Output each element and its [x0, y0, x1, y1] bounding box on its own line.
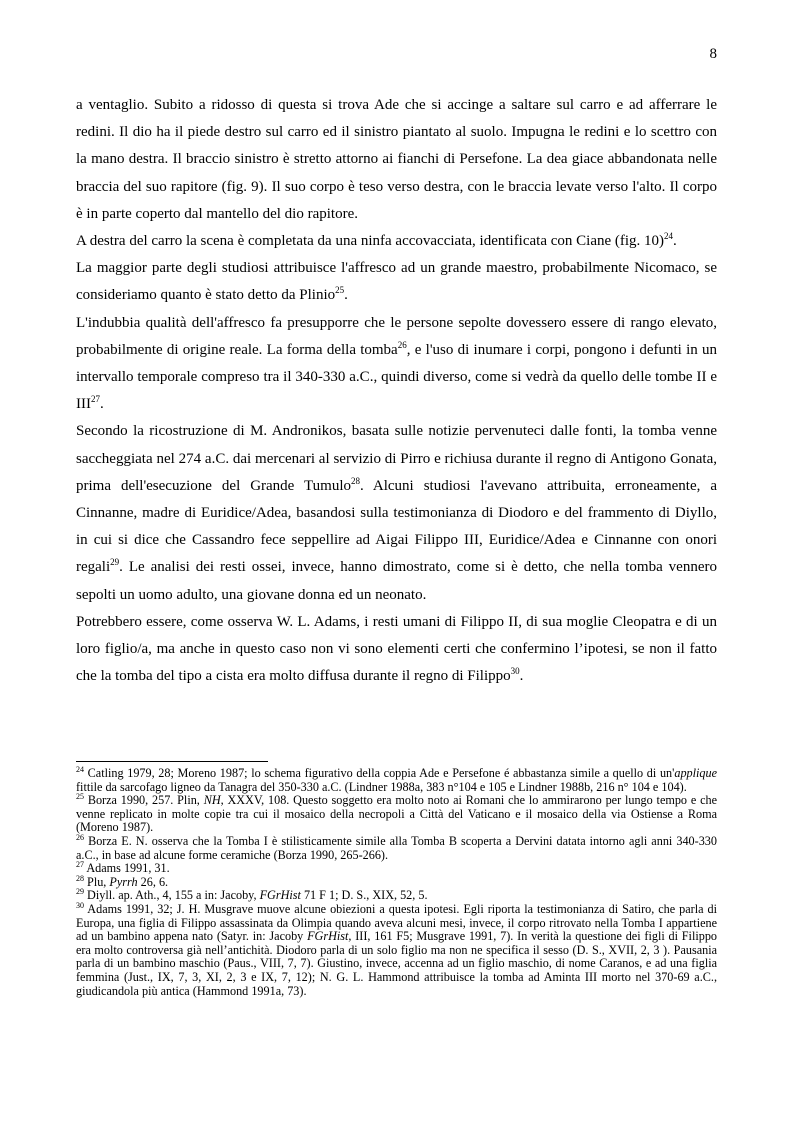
footnote-italic: FGrHist, — [307, 929, 352, 944]
paragraph-2 — [76, 228, 717, 255]
paragraph-text: . — [519, 668, 524, 685]
footnote-text: Borza E. N. osserva che la Tomba I è stilisticamente simile alla Tomba B scoperta a Dervini datata intorno agli anni 340-330 a.C., in base ad alcune forme ceramiche (Borza 1990, 265-266). — [76, 833, 717, 862]
footnote-ref-29[interactable]: 29 — [110, 557, 120, 568]
paragraph-text: . — [100, 396, 104, 413]
paragraph-4 — [76, 310, 717, 419]
footnote-ref-24[interactable]: 24 — [664, 231, 674, 242]
footnote-number: 25 — [76, 792, 84, 802]
paragraph-text: a ventaglio. Subito a ridosso di questa si trova Ade che si accinge a saltare sul carro e ad afferrare le redini. Il dio ha il piede destro sul carro ed il sinistro piantato al suolo. Impugna le redini e lo scettro con la mano destra. Il braccio sinistro è stretto attorno ai fianchi di Persefone. La dea giace abbandonata nelle braccia del suo rapitore (fig. 9). Il suo corpo è teso verso destra, con le braccia levate verso l'alto. Il corpo è in parte coperto dal mantello del dio rapitore. — [76, 97, 717, 222]
footnote-29 — [76, 889, 717, 903]
paragraph-text: . — [673, 233, 677, 250]
page-number: 8 — [709, 46, 717, 62]
footnotes — [76, 764, 718, 998]
paragraph-6 — [76, 609, 717, 691]
footnote-25 — [76, 794, 717, 835]
body-text — [76, 92, 717, 690]
footnote-italic: NH, — [203, 793, 224, 808]
paragraph-text: , e l'uso di inumare i corpi, pongono i defunti in un intervallo temporale compreso tra il 340-330 a.C., quindi diverso, come si vedrà da quello delle tombe II e III — [76, 341, 717, 413]
footnote-text: XXXV, 108. Questo soggetto era molto noto ai Romani che lo ammirarono per lungo tempo e che venne replicato in molte copie tra cui il mosaico della necropoli a Città del Vaticano e il mosaico della via Ostiense a Roma (Moreno 1987). — [76, 793, 717, 835]
footnote-ref-25[interactable]: 25 — [335, 285, 345, 296]
paragraph-text: L'indubbia qualità dell'affresco fa presupporre che le persone sepolte dovessero essere di rango elevato, probabilmente di origine reale. La forma della tomba — [76, 314, 717, 358]
paragraph-3 — [76, 255, 717, 309]
footnote-text: Diyll. ap. Ath., 4, 155 a in: Jacoby, — [84, 888, 260, 903]
footnote-text: 26, 6. — [137, 874, 169, 889]
footnote-ref-27[interactable]: 27 — [91, 394, 100, 405]
footnote-number: 29 — [76, 887, 84, 897]
footnote-ref-28[interactable]: 28 — [351, 475, 361, 486]
footnote-27 — [76, 862, 717, 876]
paragraph-text: . Le analisi dei resti ossei, invece, hanno dimostrato, come si è detto, che nella tomba vennero sepolti un uomo adulto, una giovane donna ed un neonato. — [76, 559, 717, 603]
footnote-text: fittile da sarcofago ligneo da Tanagra del 350-330 a.C. (Lindner 1988a, 383 n°104 e 105 e Lindner 1988b, 216 n° 104 e 104). — [76, 779, 687, 794]
footnote-24 — [76, 764, 717, 794]
footnote-ref-26[interactable]: 26 — [397, 339, 407, 350]
footnote-italic: Pyrrh — [109, 874, 138, 889]
footnote-number: 28 — [76, 873, 84, 883]
footnote-number: 30 — [76, 900, 84, 910]
paragraph-text: La maggior parte degli studiosi attribuisce l'affresco ad un grande maestro, probabilmente Nicomaco, se consideriamo quanto è stato detto da Plinio — [76, 260, 717, 304]
footnote-text: Adams 1991, 32; J. H. Musgrave muove alcune obiezioni a questa ipotesi. Egli riporta la testimonianza di Satiro, che parla di Europa, una figlia di Filippo assassinata da Olimpia quando aveva alcuni mesi, invece, il corpo ritrovato nella Tomba I appartiene ad un bambino appena nato (Satyr. in: Jacoby — [76, 901, 717, 944]
footnote-number: 27 — [76, 860, 84, 870]
footnote-italic: FGrHist — [259, 888, 301, 903]
footnote-number: 24 — [76, 764, 84, 774]
footnote-text: Adams 1991, 31. — [84, 861, 170, 876]
footnote-text: Catling 1979, 28; Moreno 1987; lo schema figurativo della coppia Ade e Persefone é abbastanza simile a quello di un' — [84, 766, 675, 780]
footnote-30 — [76, 900, 718, 998]
paragraph-text: Secondo la ricostruzione di M. Andronikos, basata sulle notizie pervenuteci dalle fonti, la tomba venne saccheggiata nel 274 a.C. dai mercenari al servizio di Pirro e richiusa durante il regno di Antigono Gonata, prima dell'esecuzione del Grande Tumulo — [76, 423, 717, 494]
paragraph-text: Potrebbero essere, come osserva W. L. Adams, i resti umani di Filippo II, di sua moglie Cleopatra e di un loro figlio/a, ma anche in questo caso non vi sono elementi certi che confermino l’ipotesi, se non il fatto che la tomba del tipo a cista era molto diffusa durante il regno di Filippo — [76, 613, 717, 685]
paragraph-5 — [76, 418, 717, 608]
footnote-text: Borza 1990, 257. Plin, — [84, 793, 204, 808]
footnote-text: 71 F 1; D. S., XIX, 52, 5. — [300, 888, 428, 903]
paragraph-1 — [76, 92, 717, 228]
footnote-ref-30[interactable]: 30 — [510, 666, 520, 677]
footnote-26 — [76, 832, 717, 862]
paragraph-text: . Alcuni studiosi l'avevano attribuita, erroneamente, a Cinnanne, madre di Euridice/Adea, basandosi sulla testimonianza di Diodoro e del frammento di Diyllo, in cui si dice che Cassandro fece seppellire ad Aigai Filippo III, Euridice/Adea e Cinnanne con onori regali — [76, 477, 717, 576]
paragraph-text: . — [344, 287, 348, 304]
footnote-italic: applique — [674, 766, 717, 780]
footnote-separator — [76, 761, 268, 762]
footnote-number: 26 — [76, 832, 84, 842]
footnote-text: Plu, — [84, 874, 110, 889]
footnote-text: III, 161 F5; Musgrave 1991, 7). In verità la questione dei figli di Filippo era molto controversa già nell’antichità. Diodoro parla di un solo figlio ma non ne specifica il sesso (D. S., XVII, 2, 3 ). Pausania parla di un bambino maschio (Paus., VIII, 7, 7). Giustino, invece, accenna ad un figlio maschio, di nome Caranos, e ad una figlia femmina (Just., IX, 7, 3, XI, 2, 3 e IX, 7, 12); N. G. L. Hammond attribuisce la tomba ad Aminta III morto nel 370-69 a.C., giudicandola più antica (Hammond 1991a, 73). — [76, 929, 718, 998]
paragraph-text: A destra del carro la scena è completata da una ninfa accovacciata, identificata con Ciane (fig. 10) — [76, 233, 665, 250]
